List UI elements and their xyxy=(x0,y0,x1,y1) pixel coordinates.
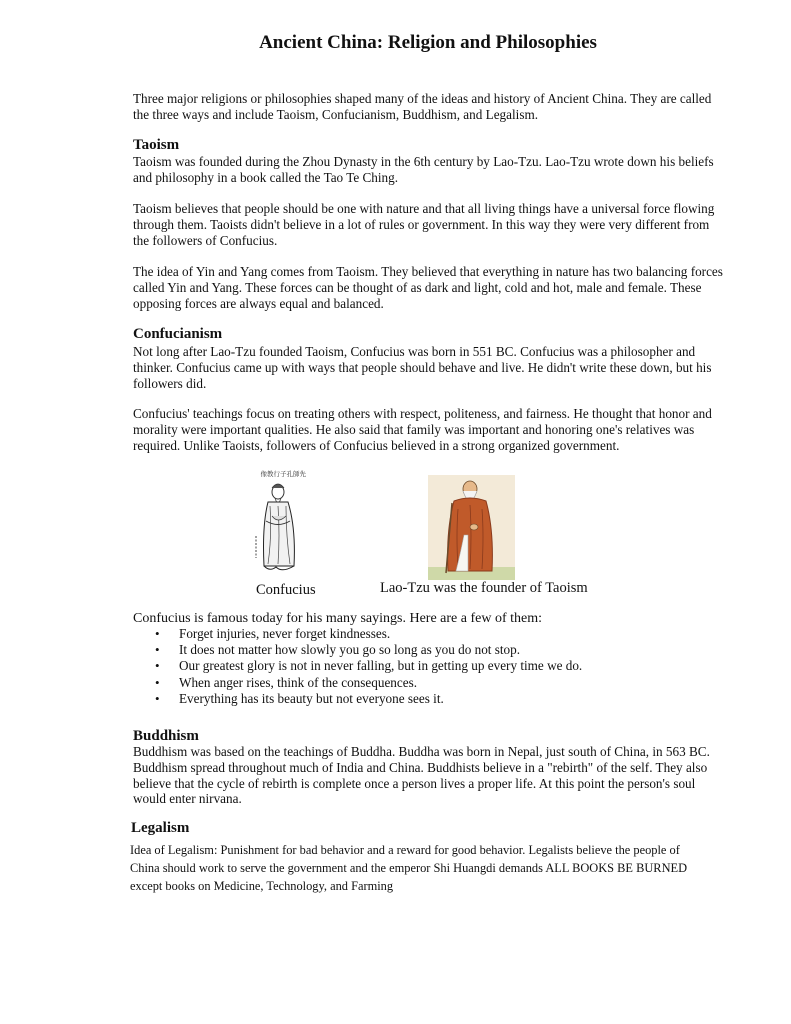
confucius-illustration xyxy=(250,466,312,581)
page-title-text: Ancient China: Religion and Philosophies xyxy=(259,32,597,53)
legalism-line-1: Idea of Legalism: Punishment for bad behavior and a reward for good behavior. Legalists believe the people of xyxy=(130,843,680,857)
list-item xyxy=(133,626,693,642)
bullet-icon: • xyxy=(155,674,160,690)
taoism-paragraph-3: The idea of Yin and Yang comes from Taoism. They believed that everything in nature has two balancing forces called Yin and Yang. These forces can be thought of as dark and light, cold and hot, male and female. These opposing forces are always equal and balanced. xyxy=(133,264,723,311)
buddhism-heading: Buddhism xyxy=(133,728,199,744)
lao-tzu-illustration xyxy=(428,475,515,580)
legalism-line-2: China should work to serve the government and the emperor Shi Huangdi demands ALL BOOKS BE BURNED xyxy=(130,861,688,875)
bullet-icon: • xyxy=(155,658,160,674)
list-item xyxy=(133,675,693,691)
saying-text: It does not matter how slowly you go so long as you do not stop. xyxy=(179,642,521,658)
taoism-paragraph-2: Taoism believes that people should be one with nature and that all living things have a universal force flowing through them. Taoists didn't believe in a lot of rules or government. In this way they were very different from the followers of Confucius. xyxy=(133,201,715,248)
intro-paragraph: Three major religions or philosophies shaped many of the ideas and history of Ancient China. They are called the three ways and include Taoism, Confucianism, Buddhism, and Legalism. xyxy=(133,91,712,122)
list-item xyxy=(133,658,693,674)
buddhism-paragraph: Buddhism was based on the teachings of Buddha. Buddha was born in Nepal, just south of China, in 563 BC. Buddhism spread throughout much of India and China. Buddhists believe in a "rebirth" of the self. They also believe that the cycle of rebirth is complete once a person lives a proper life. At this point the person's soul would enter nirvana. xyxy=(133,744,710,807)
saying-text: Everything has its beauty but not everyone sees it. xyxy=(179,690,444,706)
bullet-icon: • xyxy=(155,690,160,706)
saying-text: Our greatest glory is not in never falling, but in getting up every time we do. xyxy=(179,658,583,674)
sayings-list xyxy=(133,626,693,707)
list-item xyxy=(133,691,693,707)
confucius-inscription: 像教行子孔師先 xyxy=(260,470,306,478)
lao-tzu-caption: Lao-Tzu was the founder of Taoism xyxy=(380,580,588,596)
taoism-paragraph-1: Taoism was founded during the Zhou Dynasty in the 6th century by Lao-Tzu. Lao-Tzu wrote down his beliefs and philosophy in a book called the Tao Te Ching. xyxy=(133,154,714,185)
legalism-heading: Legalism xyxy=(131,820,190,836)
confucius-caption: Confucius xyxy=(256,582,316,598)
sayings-intro: Confucius is famous today for his many sayings. Here are a few of them: xyxy=(133,611,543,626)
confucianism-paragraph-1: Not long after Lao-Tzu founded Taoism, Confucius was born in 551 BC. Confucius was a philosopher and thinker. Confucius came up with ways that people should behave and live. He didn't write these down, but his followers did. xyxy=(133,344,712,391)
confucius-image xyxy=(250,466,312,581)
bullet-icon: • xyxy=(155,626,160,641)
page-title xyxy=(0,32,791,54)
saying-text: Forget injuries, never forget kindnesses. xyxy=(179,626,391,641)
list-item xyxy=(133,642,693,658)
legalism-line-3: except books on Medicine, Technology, and Farming xyxy=(130,879,394,893)
confucianism-heading: Confucianism xyxy=(133,326,223,342)
saying-text: When anger rises, think of the consequences. xyxy=(179,674,418,690)
taoism-heading: Taoism xyxy=(133,137,180,153)
bullet-icon: • xyxy=(155,642,160,658)
lao-tzu-image xyxy=(428,475,515,580)
confucianism-paragraph-2: Confucius' teachings focus on treating others with respect, politeness, and fairness. He thought that honor and morality were important qualities. He also said that family was important and honoring one's relatives was required. Unlike Taoists, followers of Confucius believed in a strong organized government. xyxy=(133,406,712,453)
